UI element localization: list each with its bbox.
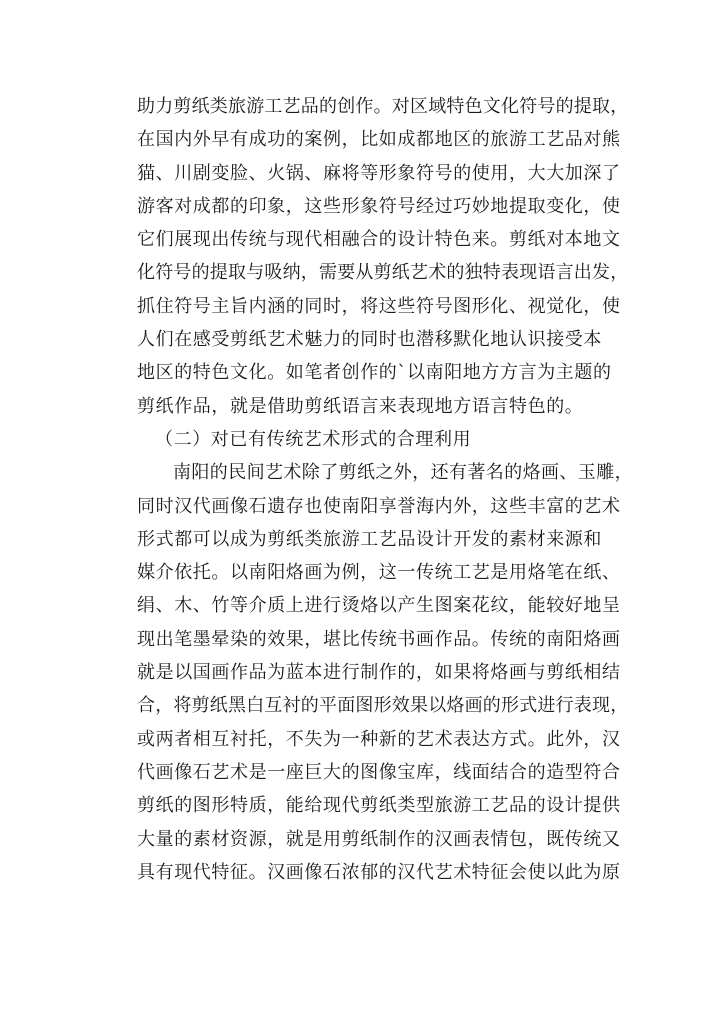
text-line-20: 或两者相互衬托，不失为一种新的艺术表达方式。此外，汉 [137,728,621,750]
text-line-1: 助力剪纸类旅游工艺品的创作。对区域特色文化符号的提取， [137,96,629,117]
text-line-9: 地区的特色文化。如笔者创作的`以南阳地方方言为主题的 [137,362,612,384]
text-line-15: 媒介依托。以南阳烙画为例，这一传统工艺是用烙笔在纸、 [137,562,621,584]
text-line-17: 现出笔墨晕染的效果，堪比传统书画作品。传统的南阳烙画 [137,628,621,650]
text-line-14: 形式都可以成为剪纸类旅游工艺品设计开发的素材来源和 [137,528,602,550]
text-line-12: 南阳的民间艺术除了剪纸之外，还有著名的烙画、玉雕， [173,462,633,484]
text-line-4: 游客对成都的印象，这些形象符号经过巧妙地提取变化，使 [137,195,621,217]
text-line-23: 大量的素材资源，就是用剪纸制作的汉画表情包，既传统又 [137,828,621,850]
text-line-22: 剪纸的图形特质，能给现代剪纸类型旅游工艺品的设计提供 [137,795,621,817]
section-heading: （二）对已有传统艺术形式的合理利用 [155,428,472,450]
text-line-18: 就是以国画作品为蓝本进行制作的，如果将烙画与剪纸相结 [137,662,621,684]
body-text [137,90,637,889]
text-line-10: 剪纸作品，就是借助剪纸语言来表现地方语言特色的。 [137,395,584,417]
text-line-3: 猫、川剧变脸、火锅、麻将等形象符号的使用，大大加深了 [137,162,621,184]
text-line-5: 它们展现出传统与现代相融合的设计特色来。剪纸对本地文 [137,229,621,251]
text-line-6: 化符号的提取与吸纳，需要从剪纸艺术的独特表现语言出发， [137,262,629,284]
text-line-2: 在国内外早有成功的案例，比如成都地区的旅游工艺品对熊 [137,129,621,151]
text-line-24: 具有现代特征。汉画像石浓郁的汉代艺术特征会使以此为原 [137,861,621,883]
text-line-19: 合，将剪纸黑白互衬的平面图形效果以烙画的形式进行表现， [137,695,629,717]
text-line-16: 绢、木、竹等介质上进行烫烙以产生图案花纹，能较好地呈 [137,595,621,617]
text-line-8: 人们在感受剪纸艺术魅力的同时也潜移默化地认识接受本 [137,329,602,351]
text-line-7: 抓住符号主旨内涵的同时，将这些符号图形化、视觉化，使 [137,295,621,317]
text-line-13: 同时汉代画像石遗存也使南阳享誉海内外，这些丰富的艺术 [137,495,621,517]
text-line-21: 代画像石艺术是一座巨大的图像宝库，线面结合的造型符合 [137,761,621,783]
